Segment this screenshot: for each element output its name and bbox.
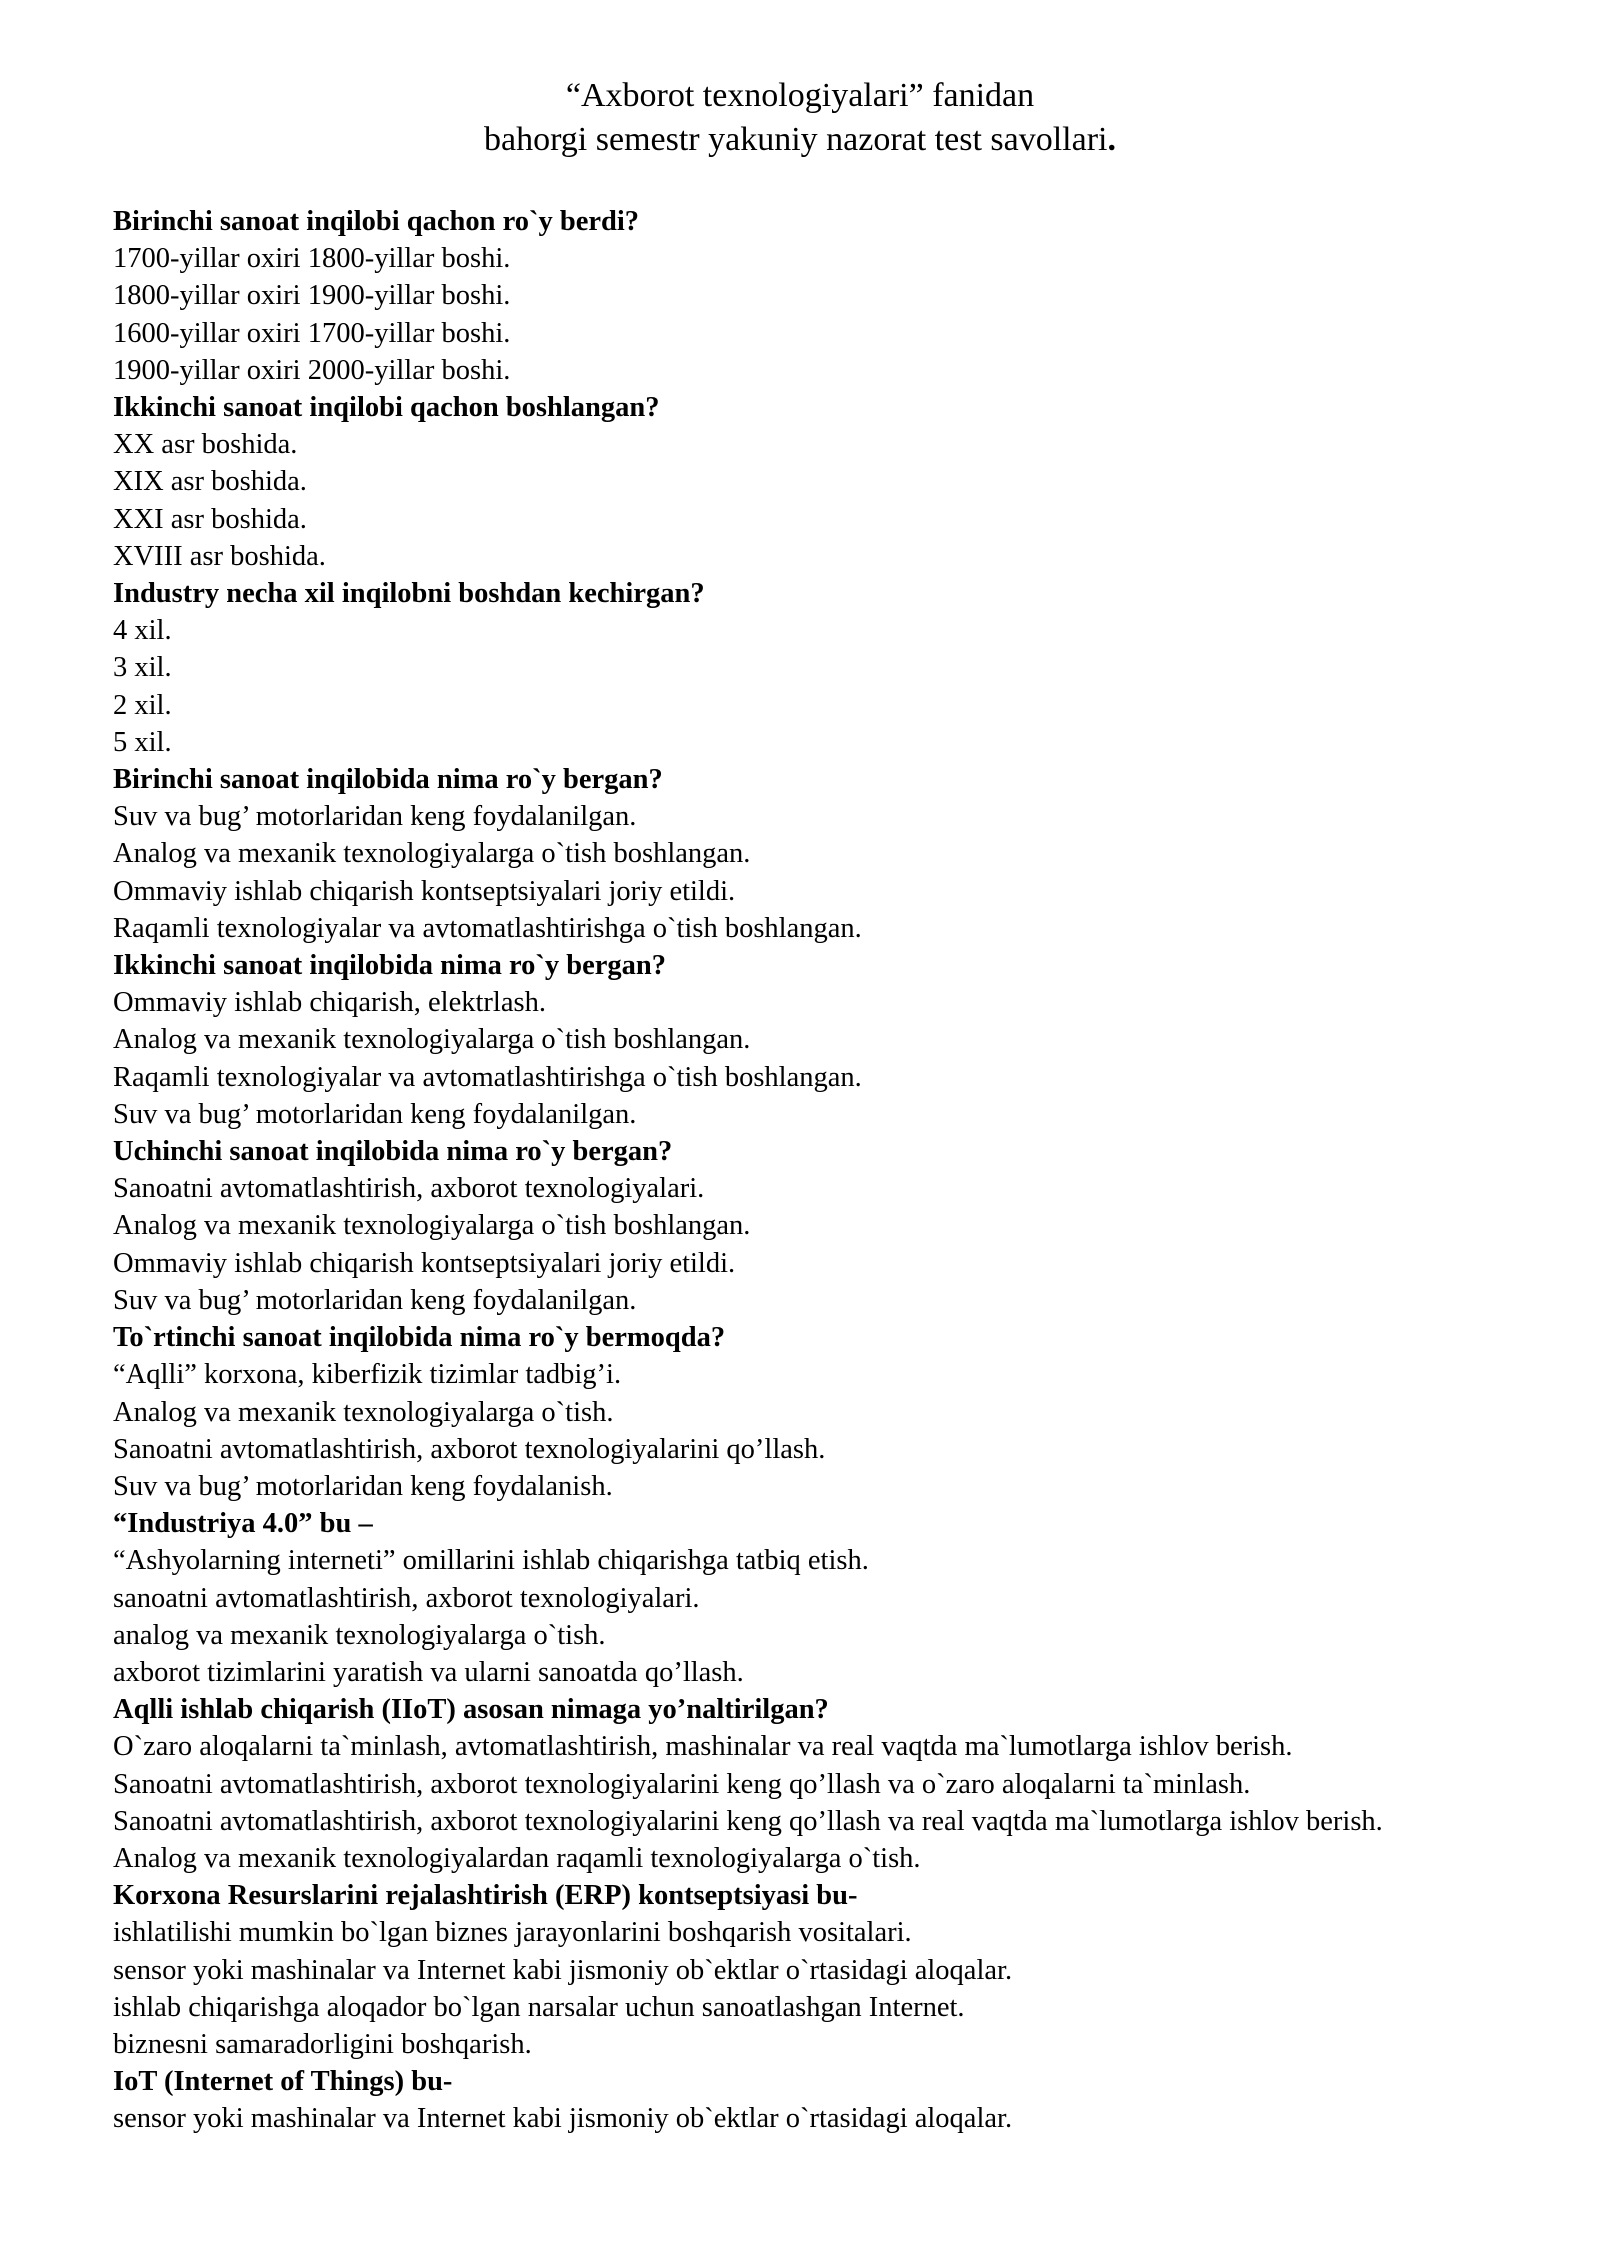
question-block — [113, 1691, 1483, 1877]
question-block — [113, 761, 1483, 947]
answer-option: Ommaviy ishlab chiqarish, elektrlash. — [113, 987, 546, 1019]
question-text: Ikkinchi sanoat inqilobida nima ro`y bergan? — [113, 950, 666, 982]
question-block — [113, 2063, 1483, 2137]
answer-option: Analog va mexanik texnologiyalarga o`tish boshlangan. — [113, 1210, 751, 1242]
answer-option: Analog va mexanik texnologiyalardan raqamli texnologiyalarga o`tish. — [113, 1842, 921, 1874]
answer-option: 5 xil. — [113, 726, 172, 758]
answer-option: Ommaviy ishlab chiqarish kontseptsiyalari joriy etildi. — [113, 1247, 736, 1279]
answer-option: “Ashyolarning interneti” omillarini ishlab chiqarishga tatbiq etish. — [113, 1545, 869, 1577]
question-list — [113, 203, 1483, 2138]
answer-option: O`zaro aloqalarni ta`minlash, avtomatlashtirish, mashinalar va real vaqtda ma`lumotlarga ishlov berish. — [113, 1731, 1293, 1763]
answer-option: sanoatni avtomatlashtirish, axborot texnologiyalari. — [113, 1582, 700, 1614]
question-text: Ikkinchi sanoat inqilobi qachon boshlangan? — [113, 392, 660, 424]
answer-option: 1900-yillar oxiri 2000-yillar boshi. — [113, 354, 511, 386]
question-text: Uchinchi sanoat inqilobida nima ro`y bergan? — [113, 1136, 673, 1168]
answer-option: ishlatilishi mumkin bo`lgan biznes jarayonlarini boshqarish vositalari. — [113, 1917, 912, 1949]
question-text: Industry necha xil inqilobni boshdan kechirgan? — [113, 578, 705, 610]
answer-option: XIX asr boshida. — [113, 466, 307, 498]
question-block — [113, 1877, 1483, 2063]
question-block — [113, 1319, 1483, 1505]
question-text: To`rtinchi sanoat inqilobida nima ro`y bermoqda? — [113, 1322, 726, 1354]
answer-option: XX asr boshida. — [113, 429, 298, 461]
answer-option: Suv va bug’ motorlaridan keng foydalanish. — [113, 1470, 613, 1502]
question-text: Korxona Resurslarini rejalashtirish (ERP) kontseptsiyasi bu- — [113, 1880, 858, 1912]
answer-option: 4 xil. — [113, 615, 172, 647]
question-block — [113, 947, 1483, 1133]
answer-option: 1600-yillar oxiri 1700-yillar boshi. — [113, 317, 511, 349]
answer-option: “Aqlli” korxona, kiberfizik tizimlar tadbig’i. — [113, 1359, 622, 1391]
answer-option: Sanoatni avtomatlashtirish, axborot texnologiyalarini qo’llash. — [113, 1433, 826, 1465]
answer-option: 1800-yillar oxiri 1900-yillar boshi. — [113, 280, 511, 312]
answer-option: Suv va bug’ motorlaridan keng foydalanilgan. — [113, 1098, 637, 1130]
answer-option: sensor yoki mashinalar va Internet kabi jismoniy ob`ektlar o`rtasidagi aloqalar. — [113, 2103, 1013, 2135]
question-block — [113, 575, 1483, 761]
question-text: Birinchi sanoat inqilobi qachon ro`y berdi? — [113, 206, 640, 237]
title-line-2-text: bahorgi semestr yakuniy nazorat test savollari — [484, 121, 1108, 158]
answer-option: 1700-yillar oxiri 1800-yillar boshi. — [113, 243, 511, 275]
answer-option: Analog va mexanik texnologiyalarga o`tish. — [113, 1396, 614, 1428]
answer-option: 2 xil. — [113, 689, 172, 721]
answer-option: analog va mexanik texnologiyalarga o`tish. — [113, 1619, 606, 1651]
answer-option: 3 xil. — [113, 652, 172, 684]
answer-option: Raqamli texnologiyalar va avtomatlashtirishga o`tish boshlangan. — [113, 912, 862, 944]
answer-option: Analog va mexanik texnologiyalarga o`tish boshlangan. — [113, 838, 751, 870]
question-block — [113, 203, 1483, 389]
document-title — [0, 74, 1600, 162]
title-line-2-period: . — [1107, 121, 1116, 158]
answer-option: sensor yoki mashinalar va Internet kabi jismoniy ob`ektlar o`rtasidagi aloqalar. — [113, 1954, 1013, 1986]
question-block — [113, 389, 1483, 575]
answer-option: Sanoatni avtomatlashtirish, axborot texnologiyalarini keng qo’llash va o`zaro aloqalarni ta`minlash. — [113, 1768, 1251, 1800]
answer-option: Suv va bug’ motorlaridan keng foydalanilgan. — [113, 1284, 637, 1316]
question-block — [113, 1505, 1483, 1691]
title-line-1: “Axborot texnologiyalari” fanidan — [565, 77, 1035, 114]
answer-option: XVIII asr boshida. — [113, 540, 326, 572]
answer-option: axborot tizimlarini yaratish va ularni sanoatda qo’llash. — [113, 1656, 744, 1688]
answer-option: XXI asr boshida. — [113, 503, 307, 535]
answer-option: Ommaviy ishlab chiqarish kontseptsiyalari joriy etildi. — [113, 875, 736, 907]
title-line-2 — [0, 118, 1600, 162]
question-block — [113, 1133, 1483, 1319]
answer-option: Suv va bug’ motorlaridan keng foydalanilgan. — [113, 801, 637, 833]
answer-option: Raqamli texnologiyalar va avtomatlashtirishga o`tish boshlangan. — [113, 1061, 862, 1093]
question-text: IoT (Internet of Things) bu- — [113, 2066, 453, 2098]
answer-option: Sanoatni avtomatlashtirish, axborot texnologiyalarini keng qo’llash va real vaqtda ma`lumotlarga ishlov berish. — [113, 1805, 1383, 1837]
question-text: Aqlli ishlab chiqarish (IIoT) asosan nimaga yo’naltirilgan? — [113, 1694, 829, 1726]
question-text: “Industriya 4.0” bu – — [113, 1508, 373, 1540]
answer-option: Analog va mexanik texnologiyalarga o`tish boshlangan. — [113, 1024, 751, 1056]
answer-option: biznesni samaradorligini boshqarish. — [113, 2028, 532, 2060]
answer-option: Sanoatni avtomatlashtirish, axborot texnologiyalari. — [113, 1173, 705, 1205]
answer-option: ishlab chiqarishga aloqador bo`lgan narsalar uchun sanoatlashgan Internet. — [113, 1991, 965, 2023]
question-text: Birinchi sanoat inqilobida nima ro`y bergan? — [113, 764, 663, 796]
